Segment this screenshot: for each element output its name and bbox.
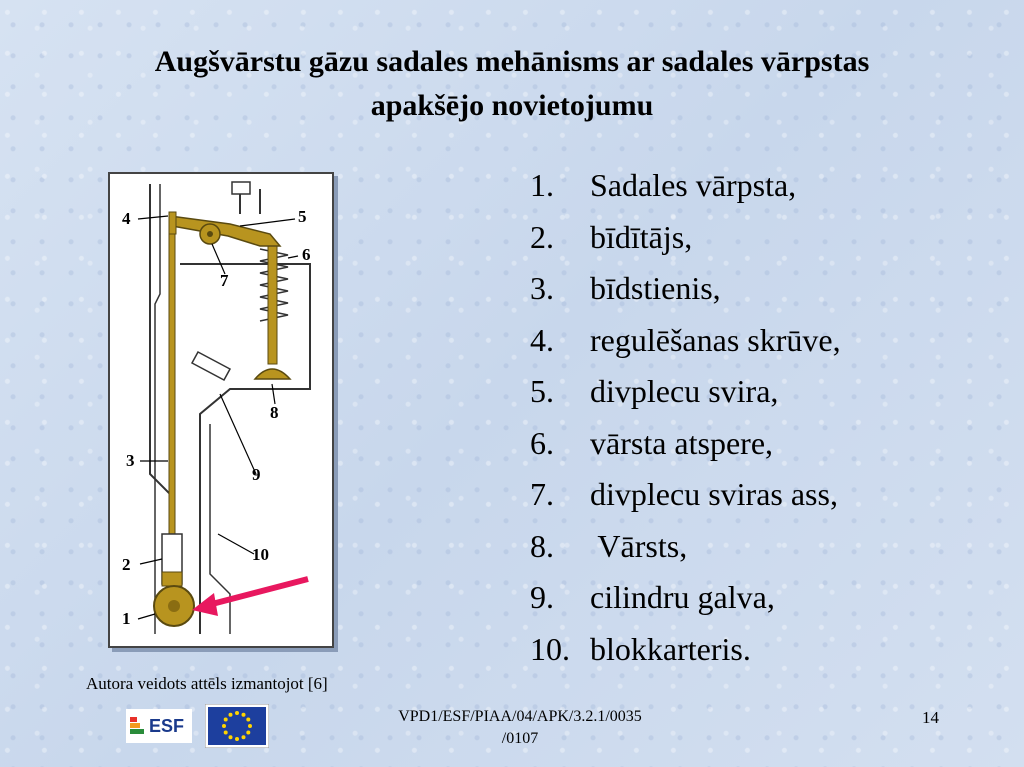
parts-list	[530, 160, 841, 675]
figure-label-3: 3	[126, 451, 135, 470]
list-item	[530, 315, 841, 367]
list-item	[530, 366, 841, 418]
list-item	[530, 212, 841, 264]
item-number: 6.	[530, 424, 554, 461]
list-item	[530, 263, 841, 315]
list-item	[530, 572, 841, 624]
figure-label-5: 5	[298, 207, 307, 226]
figure-caption: Autora veidots attēls izmantojot [6]	[86, 674, 328, 693]
item-text: bīdītājs,	[590, 218, 693, 255]
item-text: divplecu svira,	[590, 373, 779, 409]
item-text: divplecu sviras ass,	[590, 476, 838, 512]
slide-title	[20, 40, 1004, 128]
list-item	[530, 521, 841, 573]
item-number: 9.	[530, 579, 554, 615]
mechanism-drawing	[110, 174, 332, 646]
item-text: Sadales vārpsta,	[590, 167, 797, 203]
item-text: regulēšanas skrūve,	[590, 321, 841, 358]
item-text: blokkarteris.	[590, 630, 751, 667]
item-number: 5.	[530, 373, 554, 409]
eu-flag-icon	[205, 704, 269, 748]
item-number: 1.	[530, 167, 554, 203]
list-item	[530, 160, 841, 212]
item-number: 4.	[530, 321, 554, 358]
project-code	[360, 706, 680, 750]
pointer-arrow-head	[192, 593, 218, 616]
esf-mark-icon	[130, 717, 146, 735]
project-code-line-1: VPD1/ESF/PIAA/04/APK/3.2.1/0035	[398, 708, 642, 725]
esf-logo	[126, 709, 192, 743]
figure-label-1: 1	[122, 609, 131, 628]
item-text: cilindru galva,	[590, 579, 775, 615]
item-text: Vārsts,	[590, 527, 688, 564]
figure-label-6: 6	[302, 245, 311, 264]
mechanism-diagram	[108, 172, 334, 648]
list-item	[530, 418, 841, 470]
title-line-2: apakšējo novietojumu	[370, 89, 654, 122]
figure-label-9: 9	[252, 465, 261, 484]
item-text: bīdstienis,	[590, 270, 721, 306]
figure-label-10: 10	[252, 545, 269, 564]
item-number: 3.	[530, 270, 554, 306]
item-number: 8.	[530, 527, 554, 564]
figure-label-4: 4	[122, 209, 131, 228]
list-item	[530, 624, 841, 676]
figure-label-7: 7	[220, 271, 229, 290]
esf-logo-text: ESF	[149, 715, 185, 736]
item-number: 7.	[530, 476, 554, 512]
title-line-1: Augšvārstu gāzu sadales mehānisms ar sadales vārpstas	[154, 45, 870, 78]
item-number: 10.	[530, 630, 570, 667]
project-code-line-2: /0107	[501, 730, 539, 747]
list-item	[530, 469, 841, 521]
item-text: vārsta atspere,	[590, 424, 774, 461]
item-number: 2.	[530, 218, 554, 255]
figure-label-2: 2	[122, 555, 131, 574]
pointer-arrow	[212, 579, 308, 604]
page-number: 14	[922, 708, 939, 727]
figure-label-8: 8	[270, 403, 279, 422]
